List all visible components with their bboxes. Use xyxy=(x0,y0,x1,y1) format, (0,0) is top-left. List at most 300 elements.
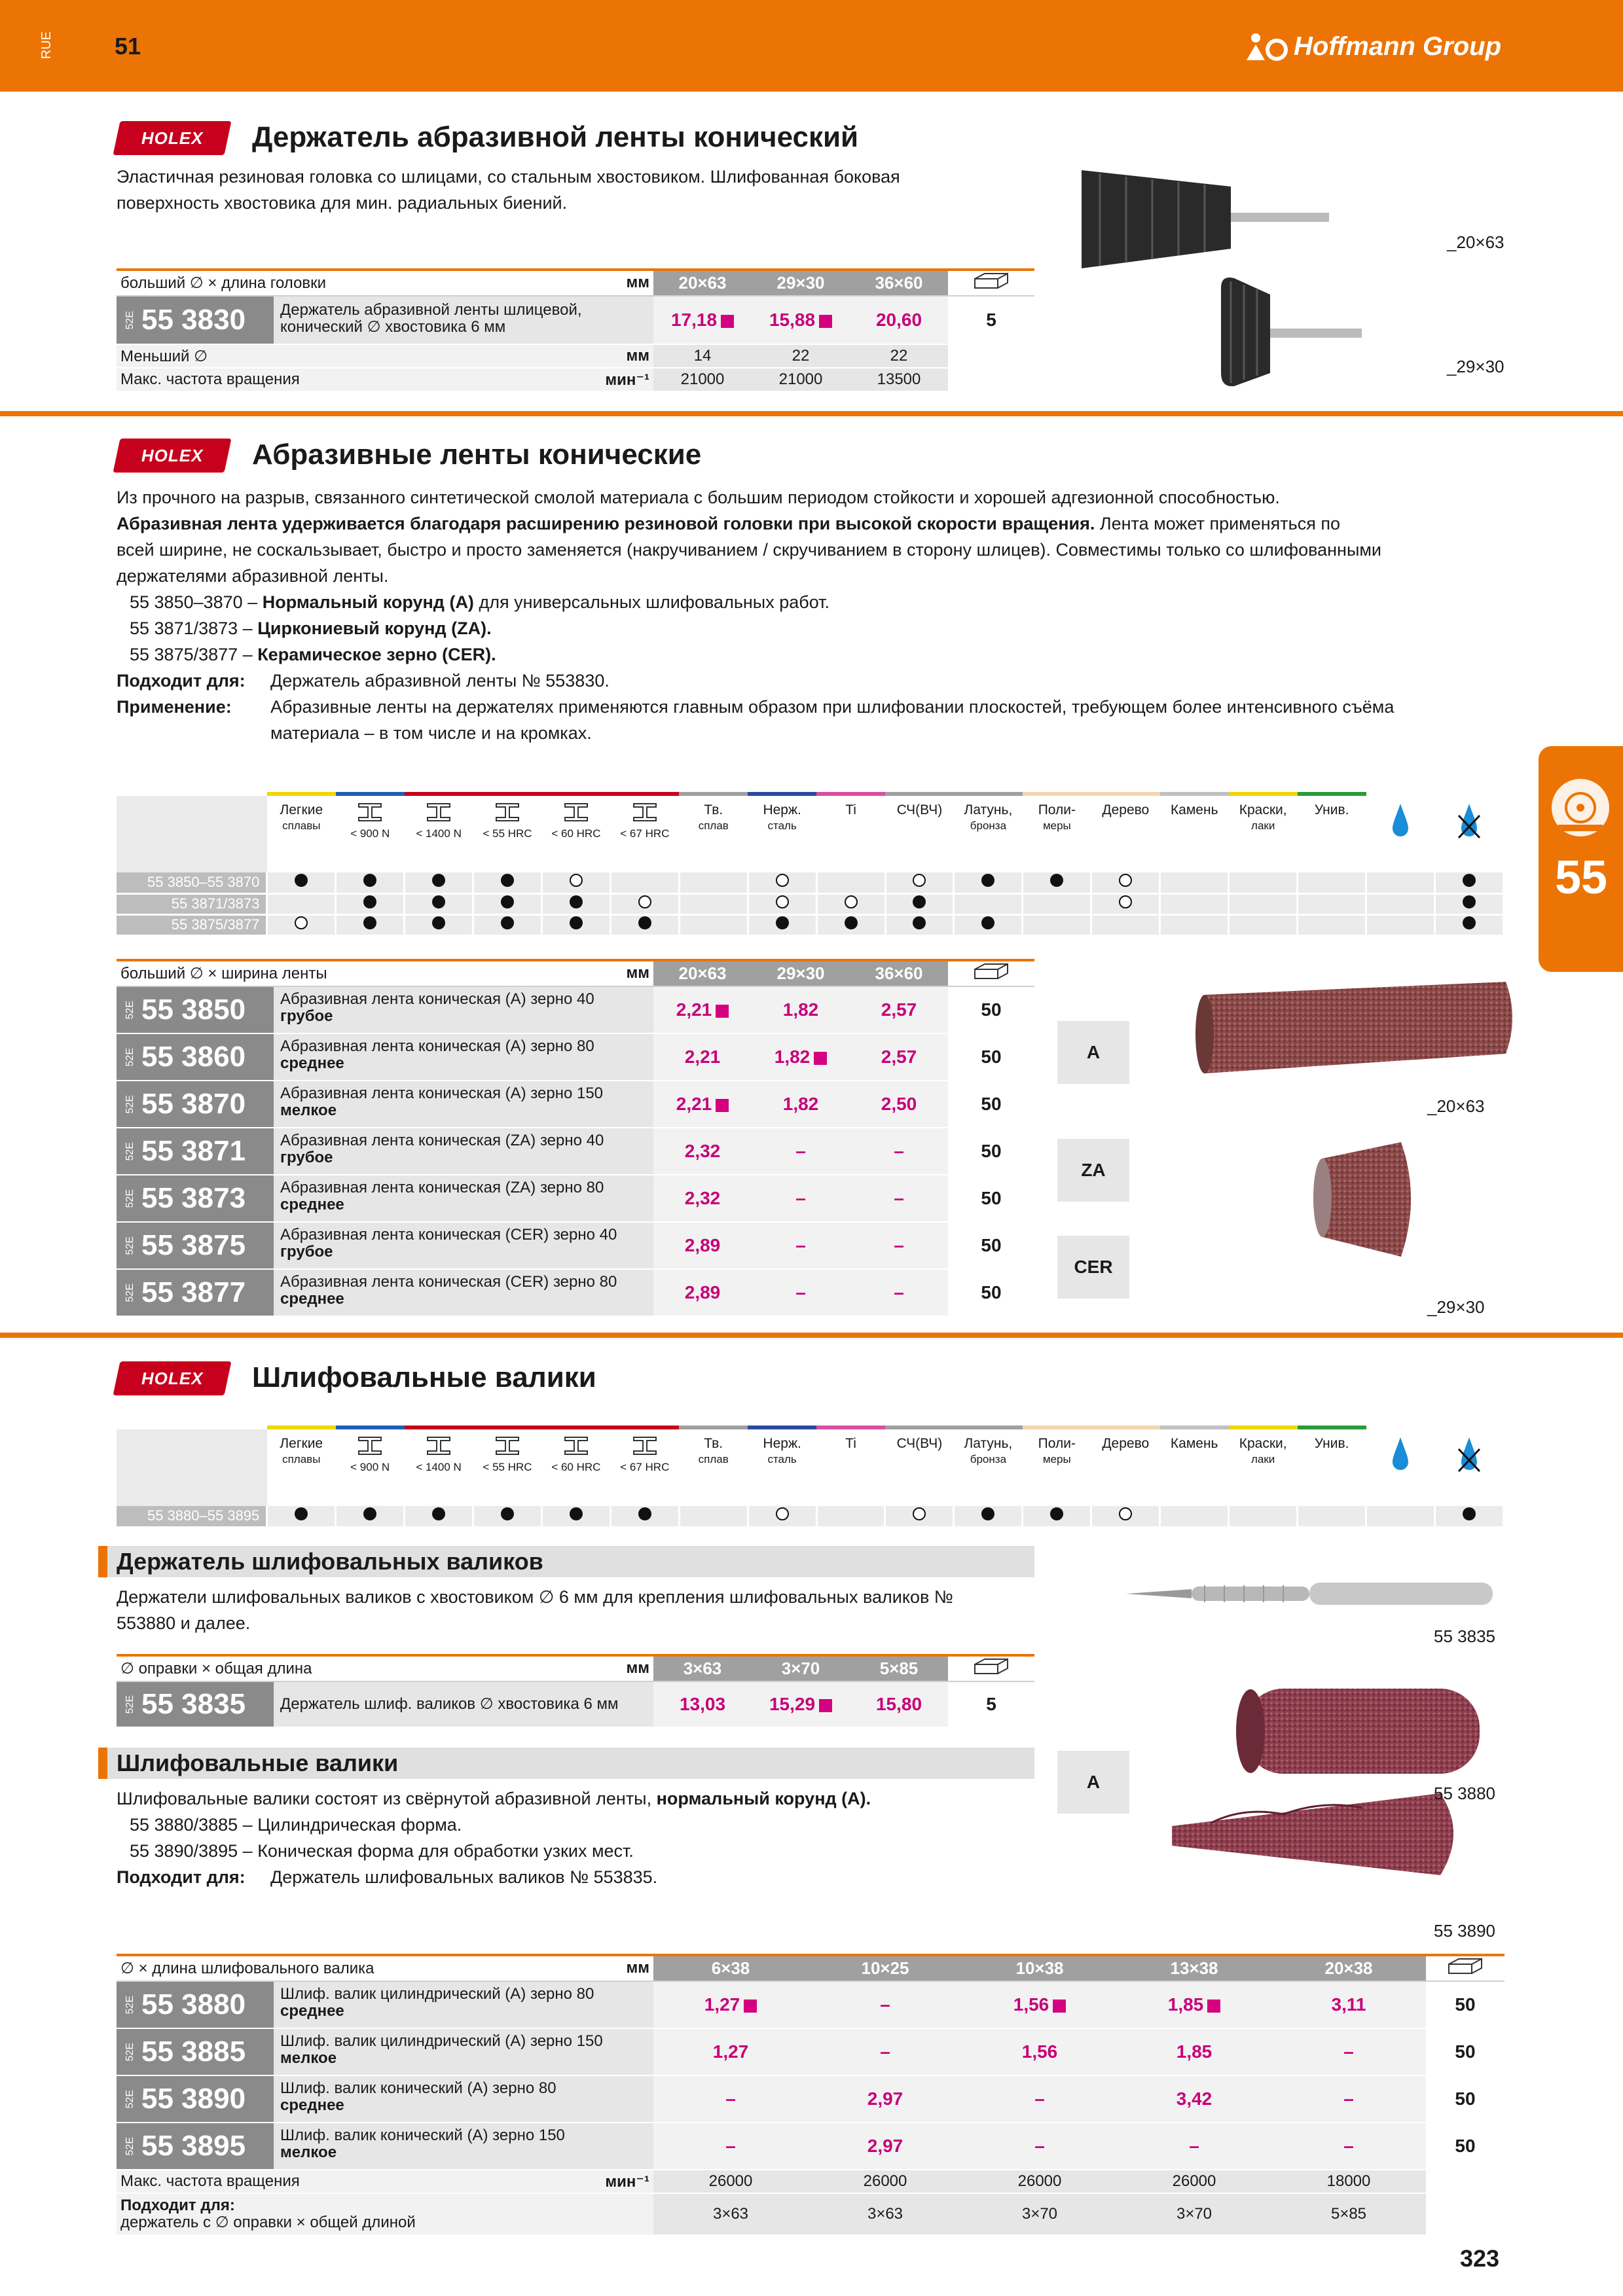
brand-name: Hoffmann Group xyxy=(1294,31,1502,61)
subsection-rollers: Шлифовальные валики xyxy=(98,1748,1034,1779)
suitable-dot xyxy=(1463,1507,1476,1520)
material-column-header xyxy=(885,794,954,872)
conditionally-suitable-dot xyxy=(913,1507,926,1520)
steel-beam-icon xyxy=(336,1436,405,1460)
pack-qty: 50 xyxy=(1426,2123,1504,2170)
pack-qty: 50 xyxy=(948,1269,1034,1316)
suitability-cell xyxy=(541,1506,610,1527)
material-name: Камень xyxy=(1170,1436,1218,1451)
suitability-cell xyxy=(1229,1506,1298,1527)
suitability-cell xyxy=(267,1506,336,1527)
price-cell: – xyxy=(850,1128,948,1175)
spec-value: 26000 xyxy=(808,2170,962,2193)
suitability-cell xyxy=(405,872,473,893)
price-cell: 1,85 xyxy=(1117,2028,1271,2075)
article-number[interactable]: 52E 55 3885 xyxy=(117,2029,274,2075)
dry-cut-icon xyxy=(1434,1436,1503,1477)
material-column-header xyxy=(405,794,473,872)
image-caption: _29×30 xyxy=(1447,357,1504,376)
material-subname: сплав xyxy=(698,1453,729,1465)
material-name: Тв. xyxy=(704,1436,723,1451)
material-column-header xyxy=(1366,794,1435,872)
conditionally-suitable-dot xyxy=(638,895,651,908)
price-cell: 1,82 xyxy=(752,986,850,1033)
suitable-dot xyxy=(776,916,789,929)
price-cell: 17,18 xyxy=(653,296,752,344)
material-column-header xyxy=(267,1427,336,1506)
suitability-cell xyxy=(1091,893,1160,914)
material-column-header xyxy=(1023,794,1091,872)
net-price-marker xyxy=(716,1099,729,1112)
price-cell: 1,82 xyxy=(752,1081,850,1128)
suitability-cell xyxy=(1366,1506,1435,1527)
material-subname: < 1400 N xyxy=(416,1461,462,1473)
material-column-header xyxy=(541,794,610,872)
material-column-header xyxy=(1160,794,1229,872)
article-number[interactable]: 52E 55 3875 xyxy=(117,1223,274,1268)
material-name: СЧ(ВЧ) xyxy=(896,802,943,817)
suitability-cell xyxy=(1229,914,1298,935)
suitability-cell xyxy=(954,914,1023,935)
matrix-header-row xyxy=(117,794,1504,872)
material-name: Поли- xyxy=(1038,1436,1076,1451)
price-cell: 15,88 xyxy=(752,296,850,344)
conditionally-suitable-dot xyxy=(1119,874,1132,887)
suitability-cell xyxy=(679,893,748,914)
suitable-dot xyxy=(913,895,926,908)
suitable-dot xyxy=(638,916,651,929)
suitability-cell xyxy=(679,914,748,935)
article-description: Держатель шлиф. валиков ∅ хвостовика 6 мм xyxy=(274,1682,653,1727)
rollers-product-image xyxy=(1113,1571,1584,1937)
suitable-dot xyxy=(432,874,445,887)
net-price-marker xyxy=(814,1052,827,1065)
suitability-cell xyxy=(1366,872,1435,893)
material-name: Легкие xyxy=(280,802,323,817)
material-column-header xyxy=(541,1427,610,1506)
suitability-cell xyxy=(405,914,473,935)
suitable-dot xyxy=(432,1507,445,1520)
article-description: Абразивная лента коническая (A) зерно 80 среднее xyxy=(274,1034,653,1080)
material-subname: сплавы xyxy=(282,819,321,832)
material-subname: меры xyxy=(1042,819,1071,832)
article-number[interactable]: 52E 55 3890 xyxy=(117,2076,274,2122)
material-column-header xyxy=(954,1427,1023,1506)
price-cell: 3,42 xyxy=(1117,2075,1271,2123)
price-cell: 2,97 xyxy=(808,2123,962,2170)
suitability-cell xyxy=(1434,872,1503,893)
suitable-dot xyxy=(1463,895,1476,908)
suitable-dot xyxy=(1463,874,1476,887)
material-column-header xyxy=(954,794,1023,872)
spec-value: 3×70 xyxy=(962,2193,1117,2235)
suitable-dot xyxy=(570,916,583,929)
material-subname: < 60 HRC xyxy=(551,827,601,840)
material-name: Дерево xyxy=(1102,1436,1150,1451)
material-column-header xyxy=(1091,794,1160,872)
material-subname: < 55 HRC xyxy=(483,827,532,840)
steel-beam-icon xyxy=(541,1436,610,1460)
material-subname: сталь xyxy=(767,1453,797,1465)
spec-value: 26000 xyxy=(653,2170,808,2193)
price-cell: – xyxy=(1271,2123,1426,2170)
steel-beam-icon xyxy=(336,802,405,826)
price-cell: 1,27 xyxy=(653,2028,808,2075)
suitability-cell xyxy=(816,1506,885,1527)
matrix-row-label: 55 3880–55 3895 xyxy=(117,1506,267,1527)
material-subname: < 900 N xyxy=(350,1461,390,1473)
price-cell: – xyxy=(962,2123,1117,2170)
spec-value: 5×85 xyxy=(1271,2193,1426,2235)
conditionally-suitable-dot xyxy=(913,874,926,887)
suitability-cell xyxy=(541,893,610,914)
suitability-cell xyxy=(1366,914,1435,935)
material-name: Ti xyxy=(845,1436,856,1451)
steel-beam-icon xyxy=(610,1436,679,1460)
price-cell: – xyxy=(850,1222,948,1269)
belts-description: Из прочного на разрыв, связанного синтетической смолой материала с большим периодом стойкости и хорошей адгезионной способностью. Абразивная лента удерживается благодаря расширению резиновой головки при высокой скорости вращения. Лента может применяться по всей ширине, не соскальзывает, быстро и просто заменяется (накручиванием / скручиванием в сторону шлицев). Совместимы только со шлифованными держателями абразивной ленты. 55 3850–3870 – Нормальный корунд (A) для универсальных шлифовальных работ. 55 3871/3873 – Циркониевый корунд (ZA). 55 3875/3877 – Керамическое зерно (CER). Подходит для: Держатель абразивной ленты № 553830. Применение: Абразивные ленты на держателях применяются главным образом при шлифовании плоскостей, требующем более интенсивного съёма материала – в том числе и на кромках. xyxy=(117,488,1395,743)
material-column-header xyxy=(679,794,748,872)
conditionally-suitable-dot xyxy=(1119,895,1132,908)
product-row xyxy=(117,986,1034,1033)
suitable-dot xyxy=(501,1507,514,1520)
spec-value: 3×63 xyxy=(808,2193,962,2235)
steel-beam-icon xyxy=(473,802,542,826)
suitability-cell xyxy=(816,872,885,893)
price-cell: 2,57 xyxy=(850,986,948,1033)
article-number[interactable]: 52E 55 3835 xyxy=(117,1682,274,1727)
size-col: 20×63 xyxy=(653,270,752,296)
material-subname: лаки xyxy=(1251,1453,1275,1465)
product-row xyxy=(117,1175,1034,1222)
price-cell: 1,27 xyxy=(653,1981,808,2028)
price-cell: 2,32 xyxy=(653,1175,752,1222)
suitability-cell xyxy=(1434,1506,1503,1527)
suitability-cell xyxy=(748,1506,816,1527)
section-title-rollers: Шлифовальные валики xyxy=(252,1361,596,1393)
matrix-row xyxy=(117,872,1504,893)
price-cell: – xyxy=(850,1269,948,1316)
spec-value: 18000 xyxy=(1271,2170,1426,2193)
net-price-marker xyxy=(716,1005,729,1018)
material-column-header xyxy=(1366,1427,1435,1506)
subsection-holder: Держатель шлифовальных валиков xyxy=(98,1546,1034,1577)
suitable-dot xyxy=(501,916,514,929)
material-subname: < 1400 N xyxy=(416,827,462,840)
material-column-header xyxy=(748,1427,816,1506)
net-price-marker xyxy=(1207,2000,1220,2013)
material-subname: < 67 HRC xyxy=(620,827,670,840)
suitable-dot xyxy=(638,1507,651,1520)
material-column-header xyxy=(1298,794,1366,872)
product-row xyxy=(117,2075,1504,2123)
suitable-dot xyxy=(363,895,376,908)
image-caption: 55 3880 xyxy=(1434,1784,1495,1803)
suitability-cell xyxy=(1434,914,1503,935)
price-cell: – xyxy=(1271,2028,1426,2075)
material-name: Унив. xyxy=(1314,1436,1349,1451)
suitability-cell xyxy=(816,893,885,914)
material-column-header xyxy=(336,1427,405,1506)
material-name: Унив. xyxy=(1314,802,1349,817)
image-caption: _20×63 xyxy=(1427,1096,1485,1116)
suitable-dot xyxy=(295,874,308,887)
suitability-cell xyxy=(610,893,679,914)
material-subname: сплавы xyxy=(282,1453,321,1465)
price-cell: 3,11 xyxy=(1271,1981,1426,2028)
spec-value: 3×63 xyxy=(653,2193,808,2235)
suitability-cell xyxy=(1160,893,1229,914)
suitability-cell xyxy=(1434,893,1503,914)
suitability-cell xyxy=(1091,1506,1160,1527)
suitability-cell xyxy=(885,872,954,893)
suitable-dot xyxy=(432,895,445,908)
article-description: Шлиф. валик цилиндрический (A) зерно 80 среднее xyxy=(274,1982,653,2028)
suitability-cell xyxy=(1023,872,1091,893)
material-name: СЧ(ВЧ) xyxy=(896,1436,943,1451)
fits-row xyxy=(117,2193,1504,2235)
suitability-cell xyxy=(541,872,610,893)
price-cell: 2,57 xyxy=(850,1033,948,1081)
material-column-header xyxy=(1091,1427,1160,1506)
suitability-cell xyxy=(748,872,816,893)
material-column-header xyxy=(336,794,405,872)
price-cell: 1,56 xyxy=(962,1981,1117,2028)
suitability-cell xyxy=(748,893,816,914)
price-cell: 2,89 xyxy=(653,1222,752,1269)
price-cell: – xyxy=(1117,2123,1271,2170)
material-column-header xyxy=(816,794,885,872)
material-name: Нерж. xyxy=(763,1436,801,1451)
material-name: Латунь, xyxy=(964,802,1013,817)
material-matrix xyxy=(117,1426,1504,1528)
pack-qty: 5 xyxy=(948,1681,1034,1727)
material-column-header xyxy=(1434,1427,1503,1506)
article-number[interactable]: 52E 55 3870 xyxy=(117,1081,274,1127)
suitability-cell xyxy=(954,872,1023,893)
suitable-dot xyxy=(981,916,994,929)
article-number[interactable]: 52E 55 3860 xyxy=(117,1034,274,1080)
material-column-header xyxy=(610,794,679,872)
price-cell: 2,32 xyxy=(653,1128,752,1175)
abrasive-belt-image xyxy=(1192,975,1532,1322)
suitability-cell xyxy=(336,893,405,914)
grade-label: ZA xyxy=(1057,1139,1129,1202)
roller-holder-description: Держатели шлифовальных валиков с хвостовиком ∅ 6 мм для крепления шлифовальных валиков № 553880 и далее. xyxy=(117,1587,953,1633)
price-cell: 1,82 xyxy=(752,1033,850,1081)
material-name: Легкие xyxy=(280,1436,323,1451)
suitability-cell xyxy=(1298,872,1366,893)
price-cell: 13,03 xyxy=(653,1681,752,1727)
suitable-dot xyxy=(981,874,994,887)
spec-value: 26000 xyxy=(962,2170,1117,2193)
spec-value: 3×70 xyxy=(1117,2193,1271,2235)
holder-table: больший ∅ × длина головки мм 20×63 29×30 36×60 52E 55 3830 Держатель абразивной ленты шлицевой, конический ∅ хвостовика 6 мм 17,18 15,88 20,60 5 Меньший ∅ мм 14 22 22 Макс. частота вращения мин⁻¹ 21000 21000 13500 xyxy=(117,268,1034,392)
suitability-cell xyxy=(610,872,679,893)
package-icon xyxy=(948,270,1034,296)
price-cell: 2,21 xyxy=(653,986,752,1033)
suitability-cell xyxy=(954,1506,1023,1527)
article-description: Абразивная лента коническая (A) зерно 40 грубое xyxy=(274,987,653,1033)
conditionally-suitable-dot xyxy=(570,874,583,887)
material-subname: < 60 HRC xyxy=(551,1461,601,1473)
material-column-header xyxy=(1229,1427,1298,1506)
section-divider xyxy=(0,1333,1623,1338)
matrix-corner xyxy=(117,794,267,872)
matrix-header-row xyxy=(117,1427,1504,1506)
suitability-cell xyxy=(1366,893,1435,914)
pack-qty: 5 xyxy=(948,296,1034,344)
suitability-cell xyxy=(267,872,336,893)
article-number[interactable]: 52E 55 3873 xyxy=(117,1175,274,1221)
pack-qty: 50 xyxy=(948,1175,1034,1222)
spec-label: Макс. частота вращения мин⁻¹ xyxy=(117,2170,653,2193)
suitability-cell xyxy=(610,1506,679,1527)
article-number[interactable]: 52E 55 3877 xyxy=(117,1270,274,1316)
material-column-header xyxy=(679,1427,748,1506)
matrix-row-label: 55 3850–55 3870 xyxy=(117,872,267,893)
price-cell: 2,89 xyxy=(653,1269,752,1316)
material-column-header xyxy=(885,1427,954,1506)
image-caption: 55 3890 xyxy=(1434,1921,1495,1941)
suitability-cell xyxy=(541,914,610,935)
product-row xyxy=(117,1269,1034,1316)
section-title-belts: Абразивные ленты конические xyxy=(252,439,702,471)
material-subname: сталь xyxy=(767,819,797,832)
price-cell: 20,60 xyxy=(850,296,948,344)
steel-beam-icon xyxy=(473,1436,542,1460)
suitability-cell xyxy=(1023,914,1091,935)
matrix-row xyxy=(117,914,1504,935)
price-cell: – xyxy=(962,2075,1117,2123)
material-matrix xyxy=(117,792,1504,937)
article-description: Шлиф. валик конический (A) зерно 150 мелкое xyxy=(274,2123,653,2169)
material-column-header xyxy=(1160,1427,1229,1506)
suitability-cell xyxy=(1023,893,1091,914)
material-name: Краски, xyxy=(1239,1436,1287,1451)
article-description: Абразивная лента коническая (ZA) зерно 40 грубое xyxy=(274,1128,653,1174)
matrix-row xyxy=(117,1506,1504,1527)
suitable-dot xyxy=(845,916,858,929)
article-number[interactable]: 52E 55 3880 xyxy=(117,1982,274,2028)
spec-label: Меньший ∅ мм xyxy=(117,344,653,368)
price-cell: 15,80 xyxy=(850,1681,948,1727)
pack-qty: 50 xyxy=(1426,2075,1504,2123)
price-cell: – xyxy=(752,1128,850,1175)
suitability-cell xyxy=(336,914,405,935)
pack-qty: 50 xyxy=(948,1128,1034,1175)
price-cell: 2,21 xyxy=(653,1033,752,1081)
price-cell: – xyxy=(808,2028,962,2075)
article-number[interactable]: 52E 55 3850 xyxy=(117,987,274,1033)
steel-beam-icon xyxy=(405,1436,473,1460)
article-description: Абразивная лента коническая (A) зерно 150 мелкое xyxy=(274,1081,653,1127)
suitability-cell xyxy=(610,914,679,935)
material-name: Тв. xyxy=(704,802,723,817)
price-cell: – xyxy=(653,2123,808,2170)
material-name: Краски, xyxy=(1239,802,1287,817)
hoffmann-logo-icon xyxy=(1244,31,1290,62)
pack-qty: 50 xyxy=(1426,2028,1504,2075)
pack-qty: 50 xyxy=(1426,1981,1504,2028)
package-icon xyxy=(1426,1955,1504,1981)
suitability-cell xyxy=(473,872,542,893)
package-icon xyxy=(948,1655,1034,1681)
article-number[interactable]: 52E 55 3895 xyxy=(117,2123,274,2169)
grade-label: A xyxy=(1057,1751,1129,1814)
suitability-cell xyxy=(473,914,542,935)
roller-holder-table: ∅ оправки × общая длина мм 3×63 3×70 5×85 52E 55 3835 Держатель шлиф. валиков ∅ хвостовика 6 мм 13,03 15,29 15,80 5 xyxy=(117,1654,1034,1728)
suitable-dot xyxy=(363,916,376,929)
price-cell: 2,97 xyxy=(808,2075,962,2123)
language-code: RUE xyxy=(39,31,54,60)
suitable-dot xyxy=(981,1507,994,1520)
material-subname: лаки xyxy=(1251,819,1275,832)
price-cell: – xyxy=(850,1175,948,1222)
price-cell: 2,21 xyxy=(653,1081,752,1128)
pack-qty: 50 xyxy=(948,1222,1034,1269)
suitability-cell xyxy=(1298,893,1366,914)
material-column-header xyxy=(267,794,336,872)
suitability-cell xyxy=(336,872,405,893)
page-number: 323 xyxy=(1460,2245,1500,2272)
article-number[interactable]: 52E 55 3830 xyxy=(117,296,274,344)
suitable-dot xyxy=(1050,1507,1063,1520)
suitability-cell xyxy=(954,893,1023,914)
price-cell: 1,56 xyxy=(962,2028,1117,2075)
net-price-marker xyxy=(744,2000,757,2013)
suitability-cell xyxy=(1160,872,1229,893)
product-row xyxy=(117,1081,1034,1128)
suitability-cell xyxy=(1023,1506,1091,1527)
suitability-cell xyxy=(405,1506,473,1527)
brand-logo xyxy=(1244,31,1501,62)
price-cell: – xyxy=(808,1981,962,2028)
article-description: Абразивная лента коническая (CER) зерно 40 грубое xyxy=(274,1223,653,1268)
suitability-cell xyxy=(1298,914,1366,935)
suitability-cell xyxy=(679,1506,748,1527)
suitable-dot xyxy=(1463,916,1476,929)
suitability-cell xyxy=(1298,1506,1366,1527)
suitability-cell xyxy=(1160,1506,1229,1527)
material-name: Поли- xyxy=(1038,802,1076,817)
suitability-cell xyxy=(1091,872,1160,893)
material-column-header xyxy=(1229,794,1298,872)
steel-beam-icon xyxy=(610,802,679,826)
holder-description: Эластичная резиновая головка со шлицами, со стальным хвостовиком. Шлифованная боковая поверхность хвостовика для мин. радиальных биений. xyxy=(117,167,900,213)
material-column-header xyxy=(748,794,816,872)
material-name: Нерж. xyxy=(763,802,801,817)
steel-beam-icon xyxy=(405,802,473,826)
material-name: Дерево xyxy=(1102,802,1150,817)
price-cell: – xyxy=(1271,2075,1426,2123)
article-number[interactable]: 52E 55 3871 xyxy=(117,1128,274,1174)
material-name: Камень xyxy=(1170,802,1218,817)
product-row xyxy=(117,2028,1504,2075)
conditionally-suitable-dot xyxy=(776,895,789,908)
suitable-dot xyxy=(363,874,376,887)
article-description: Абразивная лента коническая (CER) зерно 80 среднее xyxy=(274,1270,653,1316)
conditionally-suitable-dot xyxy=(776,874,789,887)
material-name: Ti xyxy=(845,802,856,817)
section-divider xyxy=(0,411,1623,416)
suitability-cell xyxy=(336,1506,405,1527)
image-caption: _20×63 xyxy=(1447,232,1504,252)
article-description: Держатель абразивной ленты шлицевой, конический ∅ хвостовика 6 мм xyxy=(274,296,653,344)
matrix-row xyxy=(117,893,1504,914)
spec-label: Подходит для: держатель с ∅ оправки × общей длиной xyxy=(117,2193,653,2235)
rollers-table: ∅ × длина шлифовального валика мм 6×38 10×25 10×38 13×38 20×38 52E 55 3880 Шлиф. валик цилиндрический (A) зерно 80 среднее 1,27 – 1,56 1,85 3,11 50 52E 55 3885 Шлиф. валик цилиндрический (A) зерно 150 мелкое 1,27 – 1,56 1,85 – 50 52E 55 3890 Шлиф. валик конический (A) зерно 80 среднее – 2,97 – 3,42 – 50 52E 55 3895 Шлиф. валик конический (A) зерно 150 мелкое – 2,97 – – – 50 Макс. частота вращения мин⁻¹ 26000 26000 26000 26000 18000 Подходит для: держатель с ∅ оправки × общей длиной 3×63 3×63 3×70 3×70 5×85 xyxy=(117,1954,1504,2236)
